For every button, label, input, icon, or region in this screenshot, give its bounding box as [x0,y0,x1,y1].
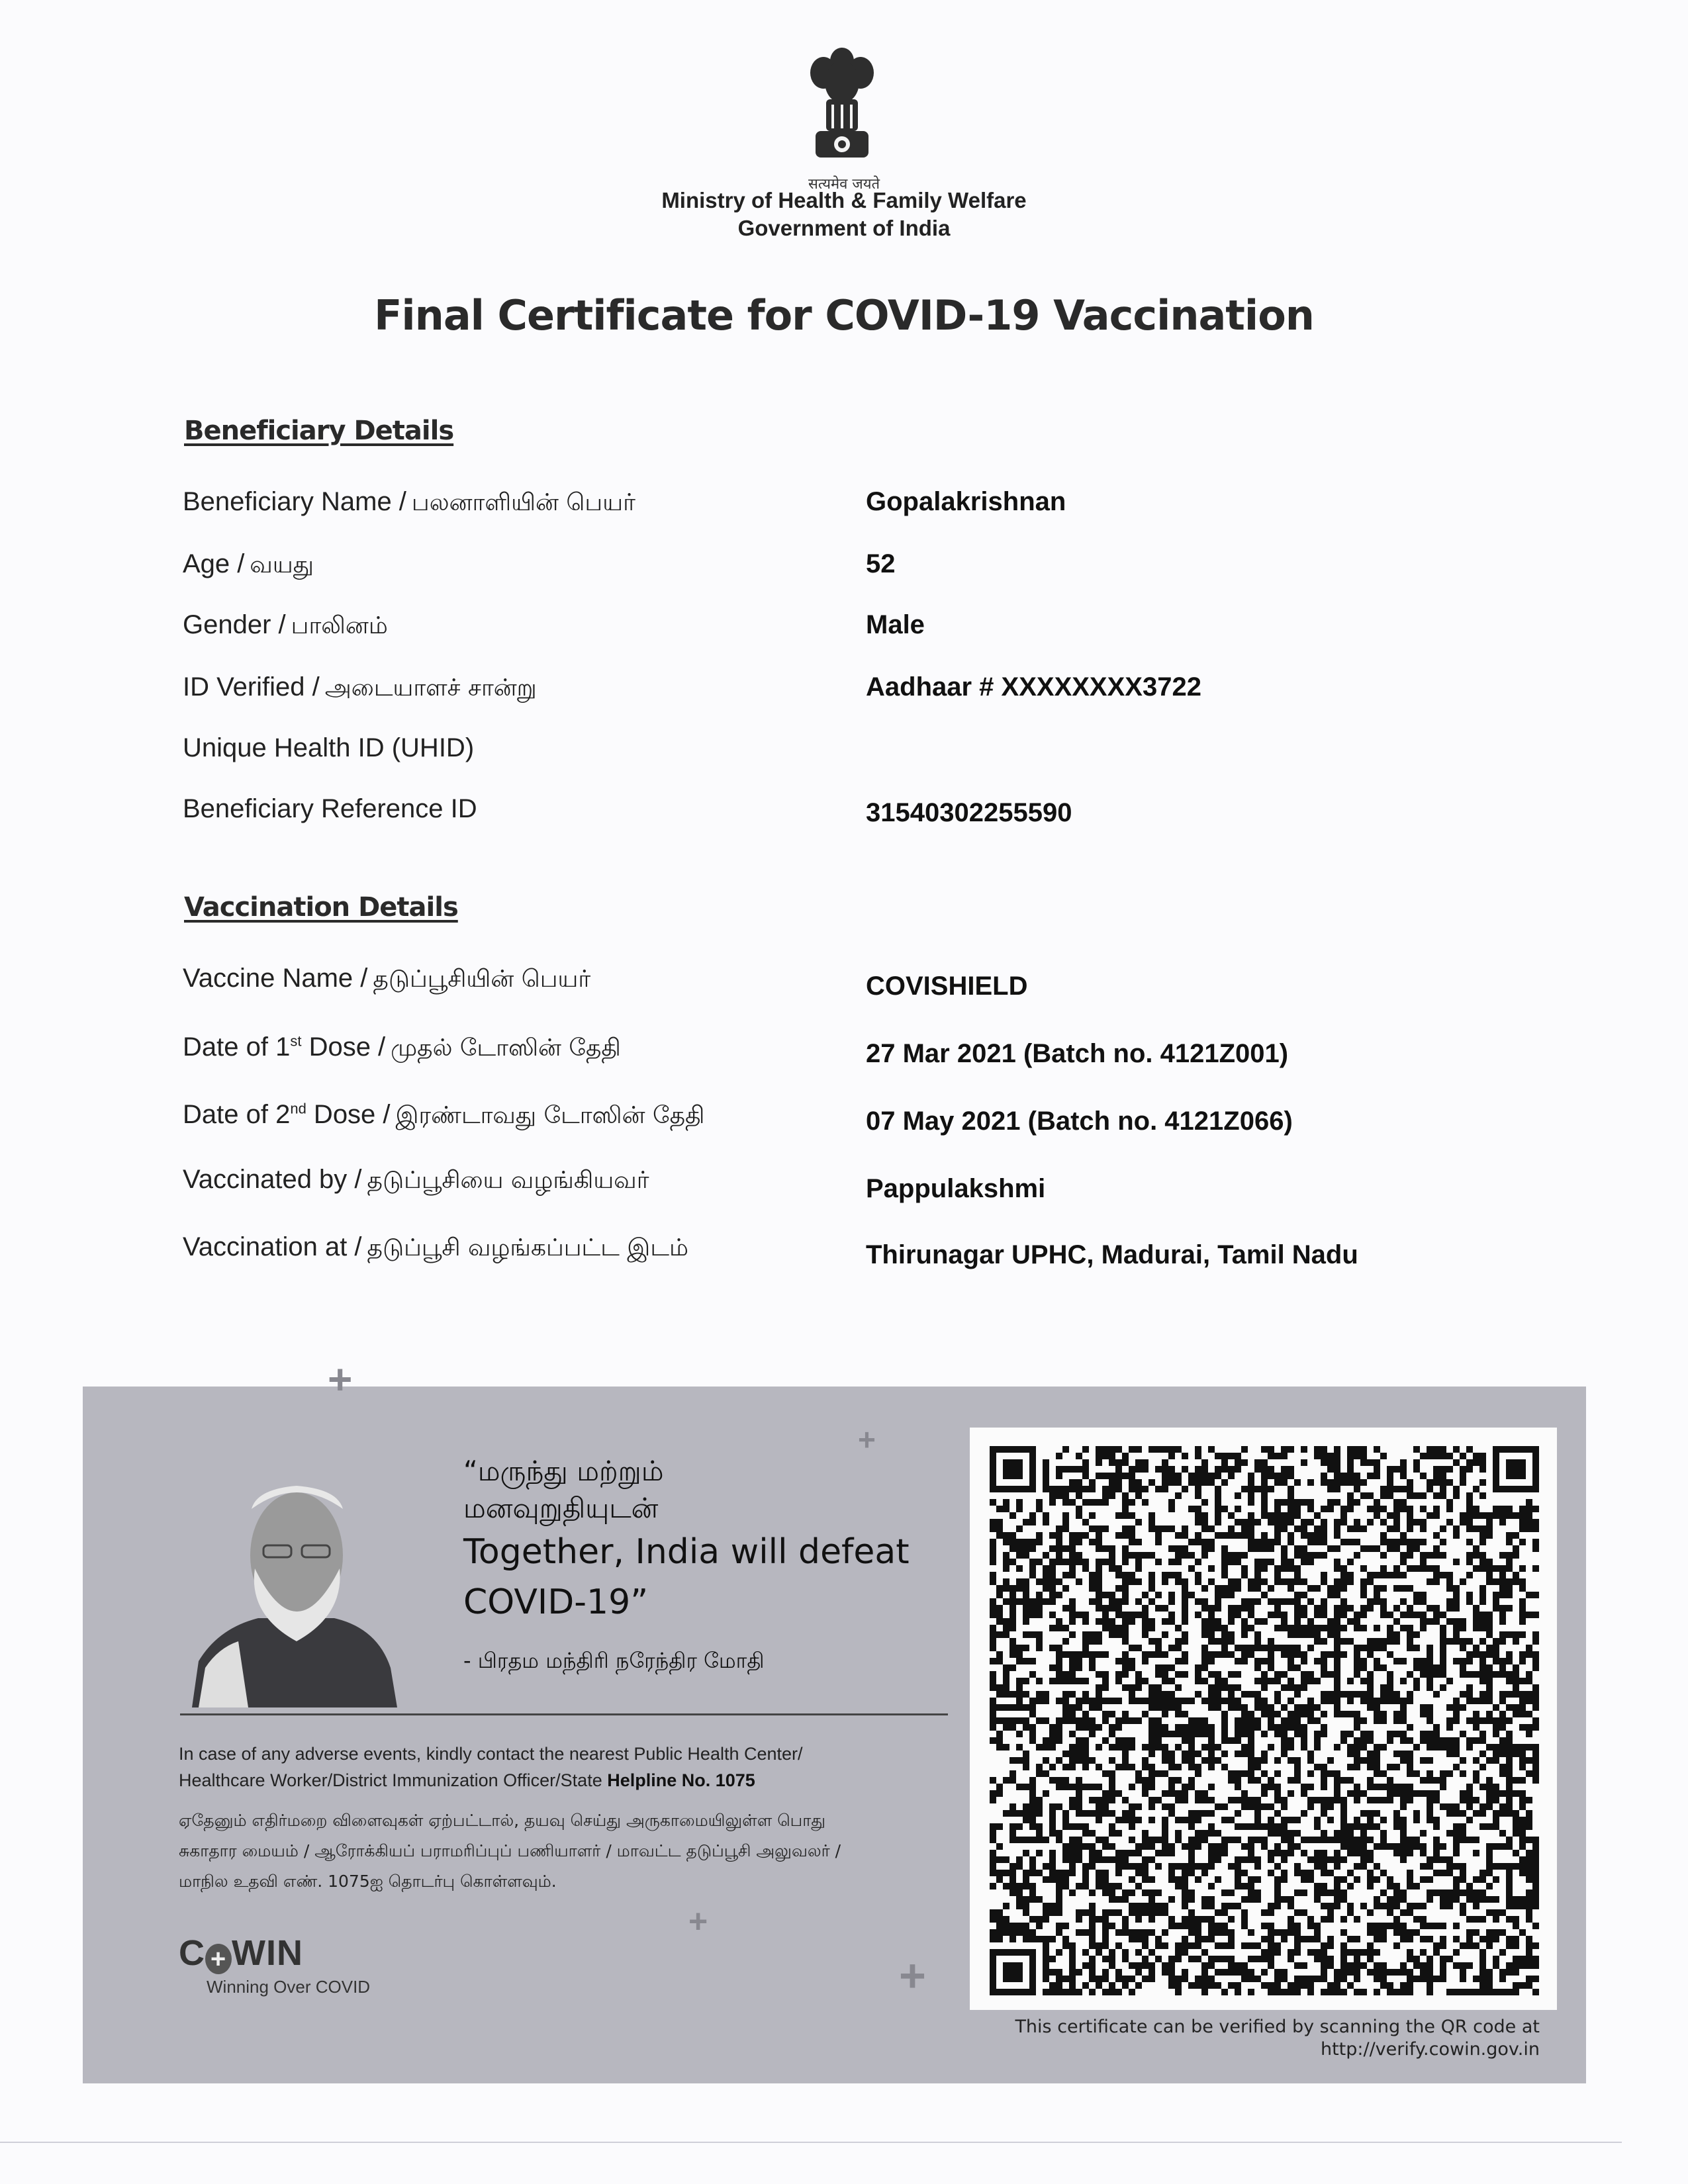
label-en: Date of 2 [183,1100,291,1129]
label-ta: தடுப்பூசியின் பெயர் [373,966,591,993]
cowin-plus-icon: + [205,1944,232,1974]
label-ta: தடுப்பூசியை வழங்கியவர் [367,1167,649,1194]
pm-quote [463,1453,910,1627]
plus-decoration-icon: + [328,1355,353,1403]
prime-minister-photo [179,1482,414,1707]
label-en: Beneficiary Reference ID [183,794,477,823]
cowin-logo-c: C [179,1933,205,1973]
label-en: Gender / [183,610,286,639]
vaccination-at-label [183,1232,688,1265]
qr-finder-pattern [990,1446,1036,1492]
label-en: ID Verified / [183,672,320,702]
helpline-number: Helpline No. 1075 [607,1770,755,1790]
label-ta: வயது [250,551,314,578]
beneficiary-name-value: Gopalakrishnan [866,487,1066,516]
adverse-line-2 [179,1767,960,1794]
first-dose-date-value: 27 Mar 2021 (Batch no. 4121Z001) [866,1039,1289,1068]
beneficiary-reference-id-label [183,794,477,824]
label-en: Vaccination at / [183,1232,362,1261]
label-en: Beneficiary Name / [183,487,406,516]
label-en: Vaccinated by / [183,1165,362,1194]
label-en-suffix: Dose / [301,1032,386,1062]
gender-value: Male [866,610,925,639]
id-verified-label [183,672,537,705]
verify-url: http://verify.cowin.gov.in [1320,2039,1540,2060]
vaccine-name-label [183,964,590,996]
quote-english-line-2: COVID-19” [463,1582,649,1622]
adverse-ta-line-1: ஏதேனும் எதிர்மறை விளைவுகள் ஏற்பட்டால், தயவு செய்து அருகாமையிலுள்ள பொது [179,1811,826,1830]
label-ta: இரண்டாவது டோஸின் தேதி [395,1102,705,1129]
age-value: 52 [866,549,896,578]
beneficiary-reference-id-value: 31540302255590 [866,798,1072,827]
adverse-ta-line-3: மாநில உதவி எண். 1075ஐ தொடர்பு கொள்ளவும். [179,1872,557,1891]
vaccination-details-heading: Vaccination Details [184,892,458,923]
plus-decoration-icon: + [688,1903,708,1940]
verification-qr-code [990,1446,1539,1995]
vaccine-name-value: COVISHIELD [866,972,1028,1001]
beneficiary-details-heading: Beneficiary Details [184,416,454,446]
adverse-line-1: In case of any adverse events, kindly contact the nearest Public Health Center/ [179,1744,803,1764]
adverse-ta-line-2: சுகாதார மையம் / ஆரோக்கியப் பராமரிப்புப் பணியாளர் / மாவட்ட தடுப்பூசி அலுவலர் / [179,1841,841,1860]
label-ta: முதல் டோஸின் தேதி [391,1034,621,1062]
plus-decoration-icon: + [858,1422,876,1457]
cowin-tagline: Winning Over COVID [207,1977,371,1997]
label-en: Unique Health ID (UHID) [183,733,475,762]
cowin-logo-win: WIN [232,1933,303,1973]
uhid-label [183,733,474,763]
plus-decoration-icon: + [899,1950,926,2001]
gender-label [183,610,388,643]
paper-fold-line [0,2142,1622,2143]
verify-line-1: This certificate can be verified by scanning the QR code at [1015,2017,1540,2037]
cowin-logo [179,1933,303,1974]
ordinal-suffix: st [290,1032,302,1050]
label-en: Date of 1 [183,1032,291,1062]
quote-tamil-line-1: “மருந்து மற்றும் [463,1455,664,1487]
banner-divider [180,1713,948,1715]
quote-attribution: - பிரதம மந்திரி நரேந்திர மோதி [463,1648,765,1673]
second-dose-date-label [183,1100,705,1132]
second-dose-date-value: 07 May 2021 (Batch no. 4121Z066) [866,1107,1293,1136]
age-label [183,549,314,582]
vaccination-at-value: Thirunagar UPHC, Madurai, Tamil Nadu [866,1240,1358,1269]
government-name: Government of India [737,216,951,240]
adverse-line-2-text: Healthcare Worker/District Immunization Officer/State [179,1770,608,1790]
vaccinated-by-label [183,1165,649,1197]
label-ta: பலனாளியின் பெயர் [411,489,635,516]
label-ta: அடையாளச் சான்று [324,674,537,702]
emblem-motto: सत्यमेव जयते [808,176,880,193]
beneficiary-name-label [183,487,635,520]
label-en: Age / [183,549,245,578]
qr-finder-pattern [1493,1446,1539,1492]
label-ta: தடுப்பூசி வழங்கப்பட்ட இடம் [367,1234,688,1261]
quote-tamil-line-2: மனவுறுதியுடன் [463,1492,659,1524]
qr-modules [990,1446,1539,1995]
id-verified-value: Aadhaar # XXXXXXXX3722 [866,672,1201,702]
adverse-events-notice-ta [179,1805,973,1897]
certificate-title: Final Certificate for COVID-19 Vaccination [374,291,1314,340]
label-en-suffix: Dose / [306,1100,391,1129]
label-en: Vaccine Name / [183,964,368,993]
national-emblem-icon [801,41,884,167]
ordinal-suffix: nd [290,1100,306,1117]
ministry-heading [0,187,1688,242]
adverse-events-notice-en [179,1741,960,1794]
quote-english-line-1: Together, India will defeat [463,1532,910,1572]
vaccinated-by-value: Pappulakshmi [866,1174,1046,1203]
ministry-name: Ministry of Health & Family Welfare [661,188,1027,212]
qr-finder-pattern [990,1949,1036,1995]
label-ta: பாலினம் [291,612,388,639]
first-dose-date-label [183,1032,621,1065]
verification-note [966,2016,1540,2061]
